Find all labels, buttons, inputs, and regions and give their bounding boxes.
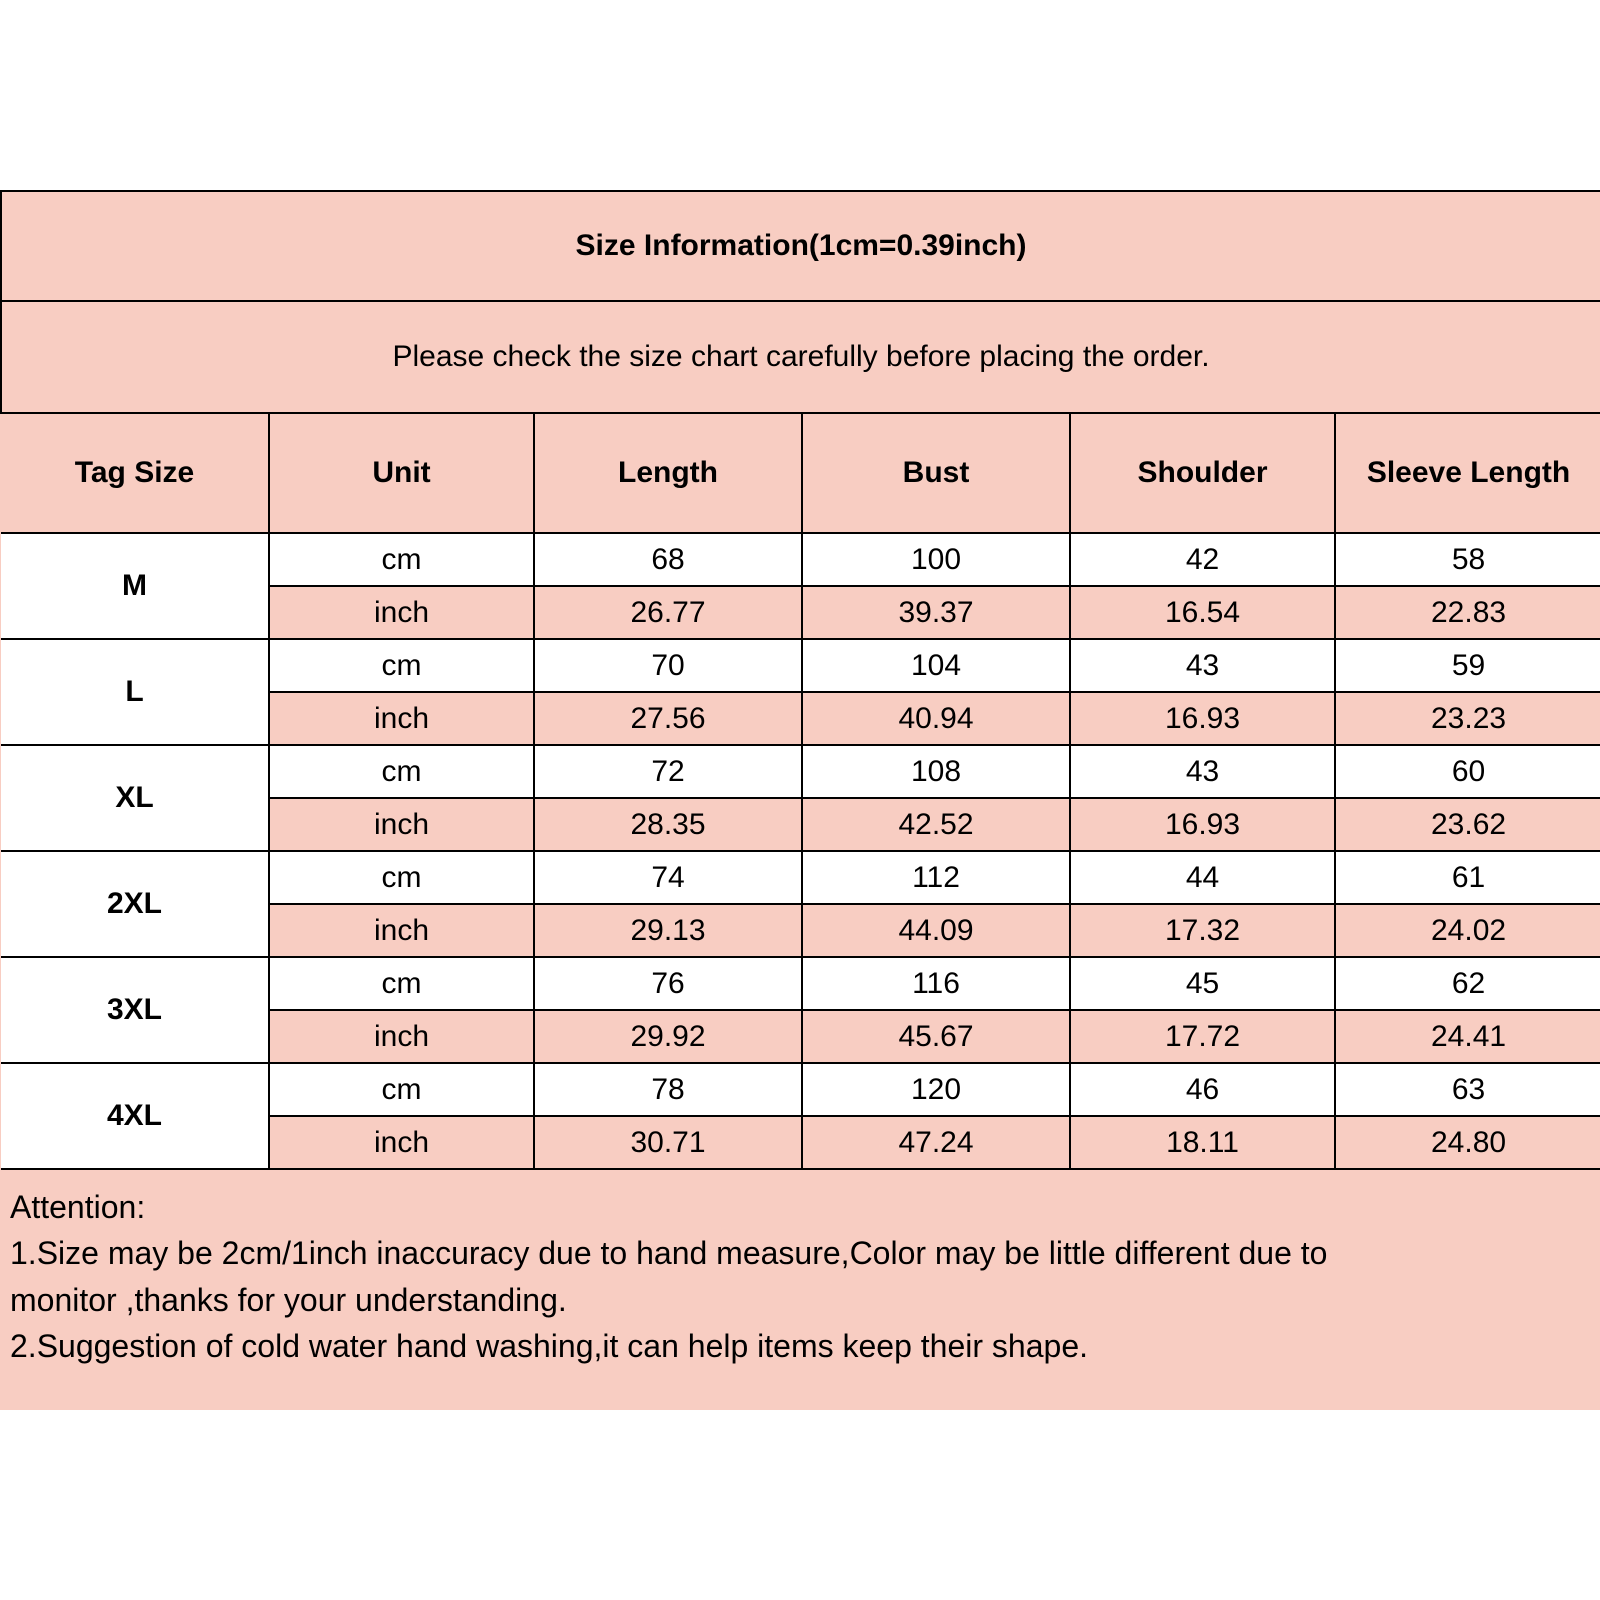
unit-cell: cm [269, 957, 534, 1010]
unit-cell: cm [269, 533, 534, 586]
bust-cell: 108 [802, 745, 1070, 798]
shoulder-cell: 46 [1070, 1063, 1335, 1116]
tag-size-cell: M [1, 533, 269, 639]
column-header-sleeve-length: Sleeve Length [1335, 413, 1600, 533]
length-cell: 29.92 [534, 1010, 802, 1063]
table-row [1, 851, 1600, 904]
shoulder-cell: 17.72 [1070, 1010, 1335, 1063]
tag-size-cell: XL [1, 745, 269, 851]
size-chart-page [0, 190, 1600, 1410]
sleeve-cell: 24.80 [1335, 1116, 1600, 1169]
shoulder-cell: 43 [1070, 745, 1335, 798]
column-header-length: Length [534, 413, 802, 533]
bust-cell: 44.09 [802, 904, 1070, 957]
unit-cell: cm [269, 1063, 534, 1116]
size-information-table [0, 190, 1600, 1170]
shoulder-cell: 44 [1070, 851, 1335, 904]
sleeve-cell: 59 [1335, 639, 1600, 692]
column-header-tag-size: Tag Size [1, 413, 269, 533]
column-header-bust: Bust [802, 413, 1070, 533]
attention-line-3: 2.Suggestion of cold water hand washing,it can help items keep their shape. [10, 1328, 1088, 1365]
bust-cell: 45.67 [802, 1010, 1070, 1063]
tag-size-cell: L [1, 639, 269, 745]
unit-cell: inch [269, 1116, 534, 1169]
sleeve-cell: 62 [1335, 957, 1600, 1010]
bust-cell: 100 [802, 533, 1070, 586]
page-subtitle: Please check the size chart carefully before placing the order. [1, 301, 1600, 413]
table-header-row [1, 413, 1600, 533]
bust-cell: 104 [802, 639, 1070, 692]
shoulder-cell: 18.11 [1070, 1116, 1335, 1169]
length-cell: 26.77 [534, 586, 802, 639]
unit-cell: cm [269, 639, 534, 692]
sleeve-cell: 24.02 [1335, 904, 1600, 957]
sleeve-cell: 63 [1335, 1063, 1600, 1116]
bust-cell: 116 [802, 957, 1070, 1010]
bust-cell: 120 [802, 1063, 1070, 1116]
table-row [1, 957, 1600, 1010]
unit-cell: cm [269, 745, 534, 798]
length-cell: 68 [534, 533, 802, 586]
table-title-row [1, 191, 1600, 301]
sleeve-cell: 23.23 [1335, 692, 1600, 745]
shoulder-cell: 42 [1070, 533, 1335, 586]
column-header-shoulder: Shoulder [1070, 413, 1335, 533]
shoulder-cell: 43 [1070, 639, 1335, 692]
unit-cell: inch [269, 692, 534, 745]
attention-heading: Attention: [10, 1189, 146, 1225]
shoulder-cell: 16.54 [1070, 586, 1335, 639]
sleeve-cell: 23.62 [1335, 798, 1600, 851]
shoulder-cell: 45 [1070, 957, 1335, 1010]
sleeve-cell: 58 [1335, 533, 1600, 586]
sleeve-cell: 24.41 [1335, 1010, 1600, 1063]
attention-line-2: monitor ,thanks for your understanding. [10, 1281, 567, 1318]
table-row [1, 745, 1600, 798]
table-row [1, 533, 1600, 586]
tag-size-cell: 2XL [1, 851, 269, 957]
table-subtitle-row [1, 301, 1600, 413]
length-cell: 70 [534, 639, 802, 692]
unit-cell: cm [269, 851, 534, 904]
length-cell: 30.71 [534, 1116, 802, 1169]
sleeve-cell: 22.83 [1335, 586, 1600, 639]
length-cell: 74 [534, 851, 802, 904]
length-cell: 76 [534, 957, 802, 1010]
length-cell: 27.56 [534, 692, 802, 745]
bust-cell: 40.94 [802, 692, 1070, 745]
attention-line-1: 1.Size may be 2cm/1inch inaccuracy due to hand measure,Color may be little different due to [10, 1235, 1328, 1272]
page-title: Size Information(1cm=0.39inch) [1, 191, 1600, 301]
length-cell: 78 [534, 1063, 802, 1116]
length-cell: 28.35 [534, 798, 802, 851]
unit-cell: inch [269, 798, 534, 851]
length-cell: 72 [534, 745, 802, 798]
shoulder-cell: 17.32 [1070, 904, 1335, 957]
unit-cell: inch [269, 586, 534, 639]
column-header-unit: Unit [269, 413, 534, 533]
bust-cell: 112 [802, 851, 1070, 904]
table-row [1, 639, 1600, 692]
length-cell: 29.13 [534, 904, 802, 957]
shoulder-cell: 16.93 [1070, 692, 1335, 745]
tag-size-cell: 3XL [1, 957, 269, 1063]
unit-cell: inch [269, 1010, 534, 1063]
bust-cell: 39.37 [802, 586, 1070, 639]
unit-cell: inch [269, 904, 534, 957]
attention-section [0, 1170, 1600, 1370]
sleeve-cell: 61 [1335, 851, 1600, 904]
tag-size-cell: 4XL [1, 1063, 269, 1169]
table-row [1, 1063, 1600, 1116]
bust-cell: 47.24 [802, 1116, 1070, 1169]
shoulder-cell: 16.93 [1070, 798, 1335, 851]
bust-cell: 42.52 [802, 798, 1070, 851]
sleeve-cell: 60 [1335, 745, 1600, 798]
